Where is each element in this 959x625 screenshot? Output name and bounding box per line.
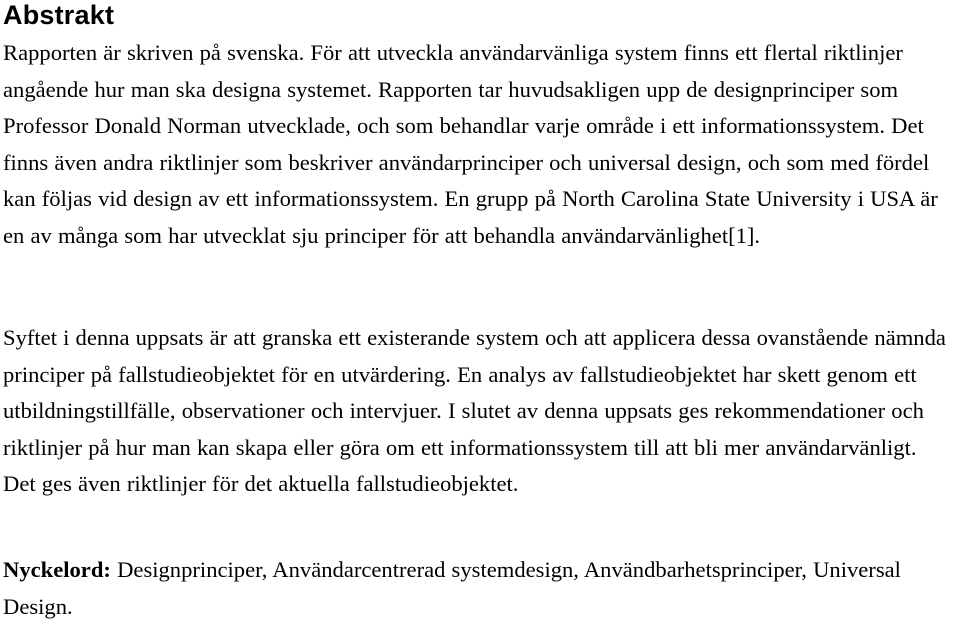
keywords-label: Nyckelord: (3, 557, 111, 582)
keywords-paragraph (3, 552, 953, 625)
keywords-text: Designprinciper, Användarcentrerad systemdesign, Användbarhetsprinciper, Universal Design. (3, 557, 901, 619)
abstract-heading: Abstrakt (3, 0, 115, 30)
abstract-paragraph-1: Rapporten är skriven på svenska. För att utveckla användarvänliga system finns ett flertal riktlinjer angående hur man ska designa systemet. Rapporten tar huvudsakligen upp de designprinciper som Professor Donald Norman utvecklade, och som behandlar varje område i ett informationssystem. Det finns även andra riktlinjer som beskriver användarprinciper och universal design, och som med fördel kan följas vid design av ett informationssystem. En grupp på North Carolina State University i USA är en av många som har utvecklat sju principer för att behandla användarvänlighet[1]. (3, 40, 938, 248)
abstract-paragraph-2: Syftet i denna uppsats är att granska ett existerande system och att applicera dessa ovanstående nämnda principer på fallstudieobjektet för en utvärdering. En analys av fallstudieobjektet har skett genom ett utbildningstillfälle, observationer och intervjuer. I slutet av denna uppsats ges rekommendationer och riktlinjer på hur man kan skapa eller göra om ett informationssystem till att bli mer användarvänligt. Det ges även riktlinjer för det aktuella fallstudieobjektet. (3, 325, 946, 497)
